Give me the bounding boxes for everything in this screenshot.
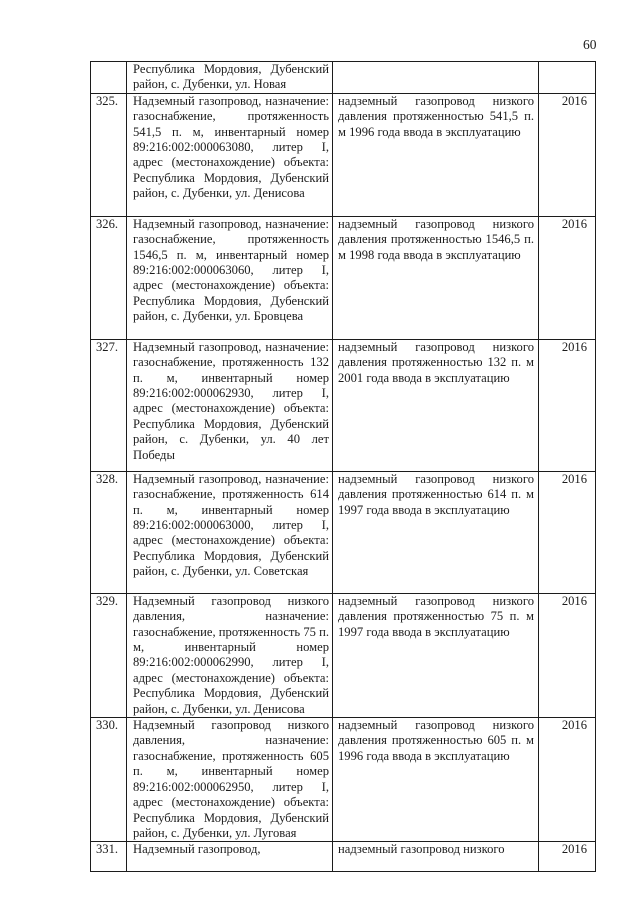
table-row — [91, 842, 596, 872]
row-description: Надземный газопровод, назначение: газоснабжение, протяженность 132 п. м, инвентарный номер 89:216:002:000062930, литер I, адрес (местонахождение) объекта: Республика Мордовия, Дубенский район, с. Дубенки, ул. 40 лет Победы — [127, 339, 333, 471]
row-year: 2016 — [539, 93, 596, 216]
row-number: 326. — [91, 216, 127, 339]
table-row — [91, 93, 596, 216]
row-number — [91, 62, 127, 94]
row-number: 331. — [91, 842, 127, 872]
row-year: 2016 — [539, 216, 596, 339]
row-year — [539, 62, 596, 94]
table-row — [91, 718, 596, 842]
row-year: 2016 — [539, 339, 596, 471]
row-number: 328. — [91, 471, 127, 593]
table-row — [91, 62, 596, 94]
row-comment: надземный газопровод низкого давления протяженностью 605 п. м 1996 года ввода в эксплуатацию — [333, 718, 539, 842]
row-number: 330. — [91, 718, 127, 842]
row-comment: надземный газопровод низкого давления протяженностью 541,5 п. м 1996 года ввода в эксплуатацию — [333, 93, 539, 216]
row-description: Надземный газопровод низкого давления, назначение: газоснабжение, протяженность 75 п. м, инвентарный номер 89:216:002:000062990, литер I, адрес (местонахождение) объекта: Республика Мордовия, Дубенский район, с. Дубенки, ул. Денисова — [127, 593, 333, 717]
row-year: 2016 — [539, 471, 596, 593]
row-year: 2016 — [539, 842, 596, 872]
row-description: Республика Мордовия, Дубенский район, с. Дубенки, ул. Новая — [127, 62, 333, 94]
table-row — [91, 593, 596, 717]
row-year: 2016 — [539, 718, 596, 842]
row-comment: надземный газопровод низкого давления протяженностью 132 п. м 2001 года ввода в эксплуатацию — [333, 339, 539, 471]
row-comment: надземный газопровод низкого давления протяженностью 1546,5 п. м 1998 года ввода в эксплуатацию — [333, 216, 539, 339]
row-comment: надземный газопровод низкого давления протяженностью 614 п. м 1997 года ввода в эксплуатацию — [333, 471, 539, 593]
page-number: 60 — [583, 37, 597, 52]
row-description: Надземный газопровод, назначение: газоснабжение, протяженность 1546,5 п. м, инвентарный номер 89:216:002:000063060, литер I, адрес (местонахождение) объекта: Республика Мордовия, Дубенский район, с. Дубенки, ул. Бровцева — [127, 216, 333, 339]
table-row — [91, 471, 596, 593]
row-number: 327. — [91, 339, 127, 471]
row-description: Надземный газопровод, — [127, 842, 333, 872]
row-description: Надземный газопровод низкого давления, назначение: газоснабжение, протяженность 605 п. м, инвентарный номер 89:216:002:000062950, литер I, адрес (местонахождение) объекта: Республика Мордовия, Дубенский район, с. Дубенки, ул. Луговая — [127, 718, 333, 842]
table-row — [91, 339, 596, 471]
row-description: Надземный газопровод, назначение: газоснабжение, протяженность 541,5 п. м, инвентарный номер 89:216:002:000063080, литер I, адрес (местонахождение) объекта: Республика Мордовия, Дубенский район, с. Дубенки, ул. Денисова — [127, 93, 333, 216]
property-table — [90, 61, 596, 872]
table-row — [91, 216, 596, 339]
row-year: 2016 — [539, 593, 596, 717]
row-description: Надземный газопровод, назначение: газоснабжение, протяженность 614 п. м, инвентарный номер 89:216:002:000063000, литер I, адрес (местонахождение) объекта: Республика Мордовия, Дубенский район, с. Дубенки, ул. Советская — [127, 471, 333, 593]
row-comment: надземный газопровод низкого — [333, 842, 539, 872]
row-number: 325. — [91, 93, 127, 216]
row-comment: надземный газопровод низкого давления протяженностью 75 п. м 1997 года ввода в эксплуатацию — [333, 593, 539, 717]
row-number: 329. — [91, 593, 127, 717]
row-comment — [333, 62, 539, 94]
